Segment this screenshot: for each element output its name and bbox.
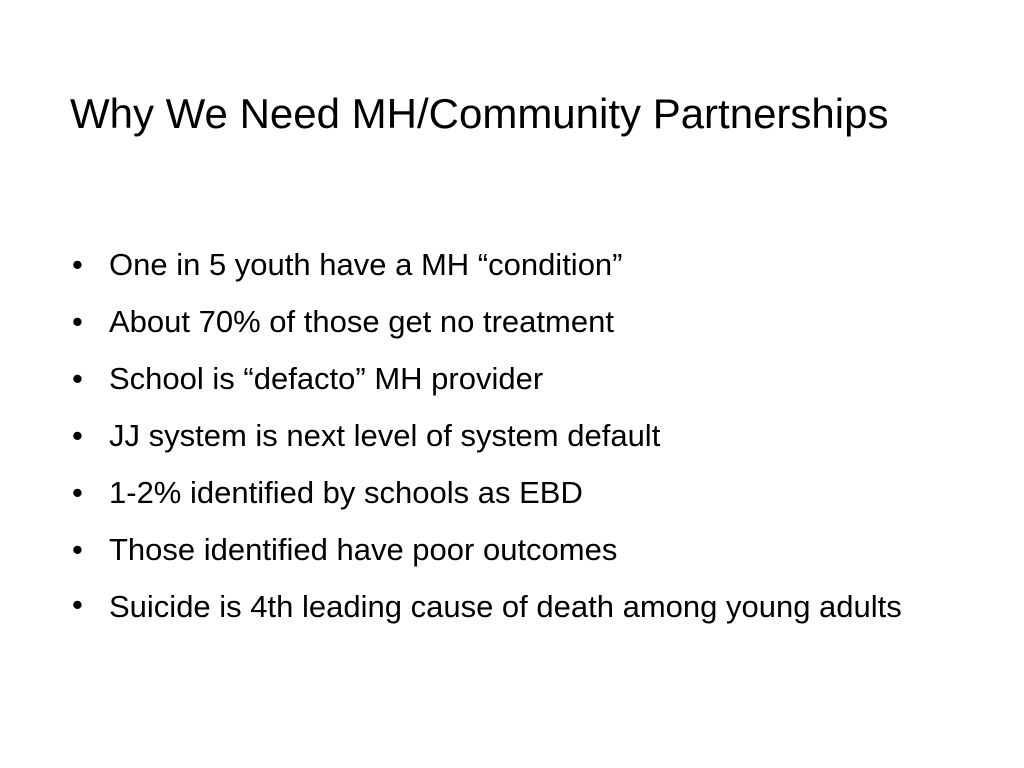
bullet-icon: • bbox=[72, 361, 83, 396]
slide-title: Why We Need MH/Community Partnerships bbox=[70, 90, 889, 137]
bullet-icon: • bbox=[72, 532, 83, 567]
bullet-text: About 70% of those get no treatment bbox=[109, 304, 614, 339]
list-item bbox=[70, 360, 950, 398]
list-item bbox=[70, 474, 950, 512]
bullet-text: 1-2% identified by schools as EBD bbox=[109, 475, 583, 510]
bullet-icon: • bbox=[72, 304, 83, 339]
bullet-icon: • bbox=[72, 418, 83, 453]
bullet-icon: • bbox=[72, 475, 83, 510]
bullet-icon: • bbox=[72, 247, 83, 282]
bullet-text: One in 5 youth have a MH “condition” bbox=[109, 247, 623, 282]
list-item bbox=[70, 303, 950, 341]
list-item bbox=[70, 586, 950, 628]
bullet-text: Those identified have poor outcomes bbox=[109, 532, 618, 567]
bullet-icon: • bbox=[72, 587, 83, 622]
bullet-text: JJ system is next level of system default bbox=[109, 418, 661, 453]
list-item bbox=[70, 417, 950, 455]
bullet-text: Suicide is 4th leading cause of death among young adults bbox=[109, 589, 902, 624]
bullet-text: School is “defacto” MH provider bbox=[109, 361, 544, 396]
bullet-list bbox=[70, 246, 950, 647]
list-item bbox=[70, 531, 950, 569]
list-item bbox=[70, 246, 950, 284]
